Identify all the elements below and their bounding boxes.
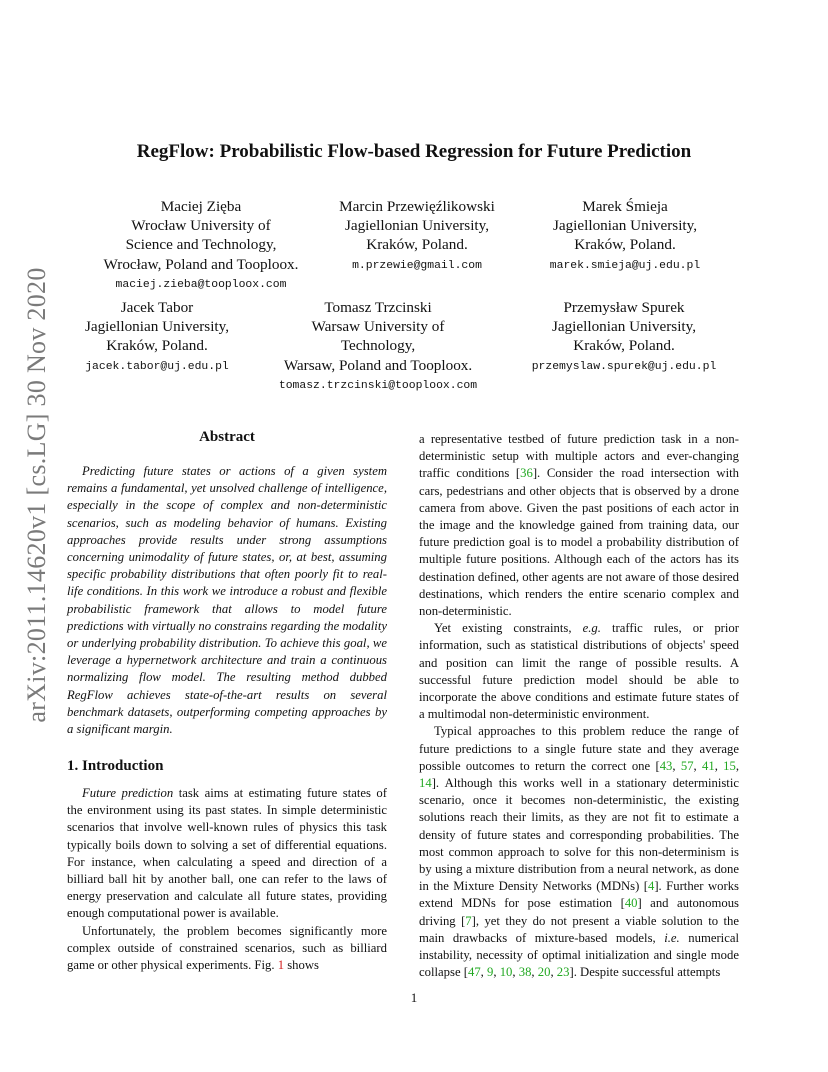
paragraph-text: numerical instability, necessity of optimal initialization and single mode collapse [ <box>419 930 739 980</box>
author-email: maciej.zieba@tooploox.com <box>115 278 287 291</box>
author-email: m.przewie@gmail.com <box>352 259 482 272</box>
paragraph-text: task aims at estimating future states of the environment using its past states. In simple deterministic scenarios that involve well-known rules of physics this task typically boils down to solving a set of differential equations. For instance, when calculating a speed and direction of a billiard ball hit by another ball, one can refer to the laws of energy preservation and calculate all future states, providing enough computational power is available. <box>67 786 387 921</box>
citation-link[interactable]: 23 <box>556 965 570 980</box>
author-name: Maciej Zięba <box>160 198 242 215</box>
paragraph-text: a representative testbed of future prediction task in a non-deterministic setup with multiple actors and ever-changing traffic conditions [ <box>419 432 739 481</box>
author-email: marek.smieja@uj.edu.pl <box>549 259 701 272</box>
author-affiliation: Science and Technology, <box>125 236 277 254</box>
citation-link[interactable]: 36 <box>520 466 533 481</box>
author-affiliation: Wrocław, Poland and Tooploox. <box>103 255 299 273</box>
author-affiliation: Kraków, Poland. <box>106 337 208 355</box>
citation-link[interactable]: 38 <box>518 965 532 980</box>
emphasis-text: Future prediction <box>82 786 174 800</box>
citation-link[interactable]: 41 <box>702 758 715 773</box>
author-block <box>530 197 720 276</box>
author-affiliation: Jagiellonian University, <box>344 217 490 235</box>
right-column-body <box>419 431 739 982</box>
citation-link[interactable]: 14 <box>419 776 432 791</box>
paragraph: Typical approaches to this problem reduce the range of future predictions to a single future state and they average possible outcomes to return the correct one [43, 57, 41, 15, 14]. Although this works well in a stationary deterministic scenario, once it becomes non-deterministic, the existing solutions reach their limits, as they are not fit to estimate a density of future states and corresponding probabilities. The most common approach to solve for this non-determinism is by using a mixture distribution from a neural network, as done in the Mixture Density Networks (MDNs) [4]. Further works extend MDNs for pose estimation [40] and autonomous driving [7], yet they do not present a viable solution to the main drawbacks of mixture-based models, i.e. numerical instability, necessity of optimal initialization and single mode collapse [47, 9, 10, 38, 20, 23]. Despite successful attempts <box>419 724 740 980</box>
author-affiliation: Warsaw University of <box>311 318 445 336</box>
author-block <box>88 197 314 295</box>
author-affiliation: Technology, <box>340 337 416 355</box>
emphasis-text: e.g. <box>582 621 601 636</box>
paragraph-text: ]. Although this works well in a stationary deterministic scenario, once it becomes non-deterministic, the existing solutions reach their limits, as they are not fit to estimate a density of future states and corresponding probabilities. The most common approach to solve for this non-determinism is by using a mixture distribution from a neural network, as done in the Mixture Density Networks (MDNs) [ <box>419 776 739 894</box>
author-email: tomasz.trzcinski@tooploox.com <box>278 379 478 392</box>
paragraph-text: ]. Further works extend MDNs for pose estimation [ <box>419 879 739 911</box>
citation-link[interactable]: 43 <box>659 758 673 773</box>
author-affiliation: Warsaw, Poland and Tooploox. <box>283 356 473 374</box>
citation-link[interactable]: 47 <box>467 965 481 980</box>
citation-link[interactable]: 20 <box>537 965 551 980</box>
citation-link[interactable]: 7 <box>465 913 472 928</box>
citation-link[interactable]: 57 <box>680 758 694 773</box>
author-email: przemyslaw.spurek@uj.edu.pl <box>531 360 717 373</box>
paragraph-text: Yet existing constraints, <box>434 621 583 636</box>
author-block <box>262 298 494 396</box>
author-affiliation: Jagiellonian University, <box>551 318 697 336</box>
arxiv-identifier-text: arXiv:2011.14620v1 [cs.LG] 30 Nov 2020 <box>22 267 51 723</box>
author-block <box>508 298 740 377</box>
author-name: Marcin Przewięźlikowski <box>339 198 495 215</box>
author-affiliation: Jagiellonian University, <box>552 217 698 235</box>
author-block <box>322 197 512 276</box>
paragraph-text: Unfortunately, the problem becomes significantly more complex outside of constrained scenarios, such as billiard game or other physical experiments. Fig. <box>67 923 387 973</box>
figure-reference-link[interactable]: 1 <box>277 958 285 973</box>
paragraph <box>419 620 739 723</box>
paragraph-text: shows <box>284 958 319 973</box>
author-name: Jacek Tabor <box>120 299 194 316</box>
author-name: Przemysław Spurek <box>563 299 685 316</box>
paragraph-text: ]. Consider the road intersection with cars, pedestrians and other objects that is observed by a drone camera from above. Given the past positions of each actor in the image and the knowledge gained from training data, our future prediction goal is to model a probability distribution of multiple future positions. Although each of the actors has its destination defined, other agents are not aware of those desired destinations, which renders the entire scenario complex and non-deterministic. <box>419 466 739 619</box>
author-block <box>62 298 252 377</box>
paragraph-text: ]. Despite successful attempts <box>569 965 721 980</box>
author-affiliation: Wrocław University of <box>131 217 271 235</box>
paper-title: RegFlow: Probabilistic Flow-based Regression for Future Prediction <box>136 141 692 162</box>
emphasis-text: i.e. <box>664 930 680 945</box>
author-affiliation: Jagiellonian University, <box>84 318 230 336</box>
paragraph-text: ], yet they do not present a viable solution to the main drawbacks of mixture-based models, <box>419 913 739 945</box>
paragraph-text: ] and autonomous driving [ <box>419 896 739 928</box>
paragraph <box>67 923 387 975</box>
citation-link[interactable]: 40 <box>624 896 638 911</box>
author-name: Marek Śmieja <box>582 198 668 215</box>
citation-link[interactable]: 4 <box>647 879 655 894</box>
author-name: Tomasz Trzcinski <box>324 299 432 316</box>
paragraph <box>67 785 387 923</box>
citation-link[interactable]: 15 <box>723 758 736 773</box>
section-heading: 1. Introduction <box>67 758 164 774</box>
page-number: 1 <box>410 990 418 1005</box>
author-email: jacek.tabor@uj.edu.pl <box>85 360 229 373</box>
abstract-body: Predicting future states or actions of a given system remains a fundamental, yet unsolved challenge of intelligence, especially in the scope of complex and non-deterministic scenarios, such as modeling behavior of humans. Existing approaches provide results under strong assumptions concerning unimodality of future states, or, at best, assuming specific probability distributions that often poorly fit to real-life conditions. In this work we introduce a robust and flexible probabilistic framework that allows to model future predictions with virtually no constrains regarding the modality or underlying probability distribution. To achieve this goal, we leverage a hypernetwork architecture and train a continuous normalizing flow model. The resulting method dubbed RegFlow achieves state-of-the-art results on several benchmark datasets, outperforming competing approaches by a significant margin. <box>67 464 387 737</box>
left-column-body <box>67 785 387 974</box>
author-affiliation: Kraków, Poland. <box>574 236 676 254</box>
abstract-heading: Abstract <box>199 429 255 445</box>
paragraph-text: Typical approaches to this problem reduce the range of future predictions to a single future state and they average possible outcomes to return the correct one [ <box>419 724 739 773</box>
author-affiliation: Kraków, Poland. <box>573 337 675 355</box>
paragraph-text: traffic rules, or prior information, such as statistical distributions of objects' speed and position can limit the range of possible results. A successful future prediction model should be able to incorporate the above conditions and estimate future states of a multimodal non-deterministic environment. <box>419 621 739 722</box>
arxiv-side-identifier <box>22 267 52 723</box>
author-affiliation: Kraków, Poland. <box>366 236 468 254</box>
citation-link[interactable]: 10 <box>499 965 513 980</box>
paragraph <box>419 431 739 620</box>
citation-link[interactable]: 9 <box>487 965 494 980</box>
